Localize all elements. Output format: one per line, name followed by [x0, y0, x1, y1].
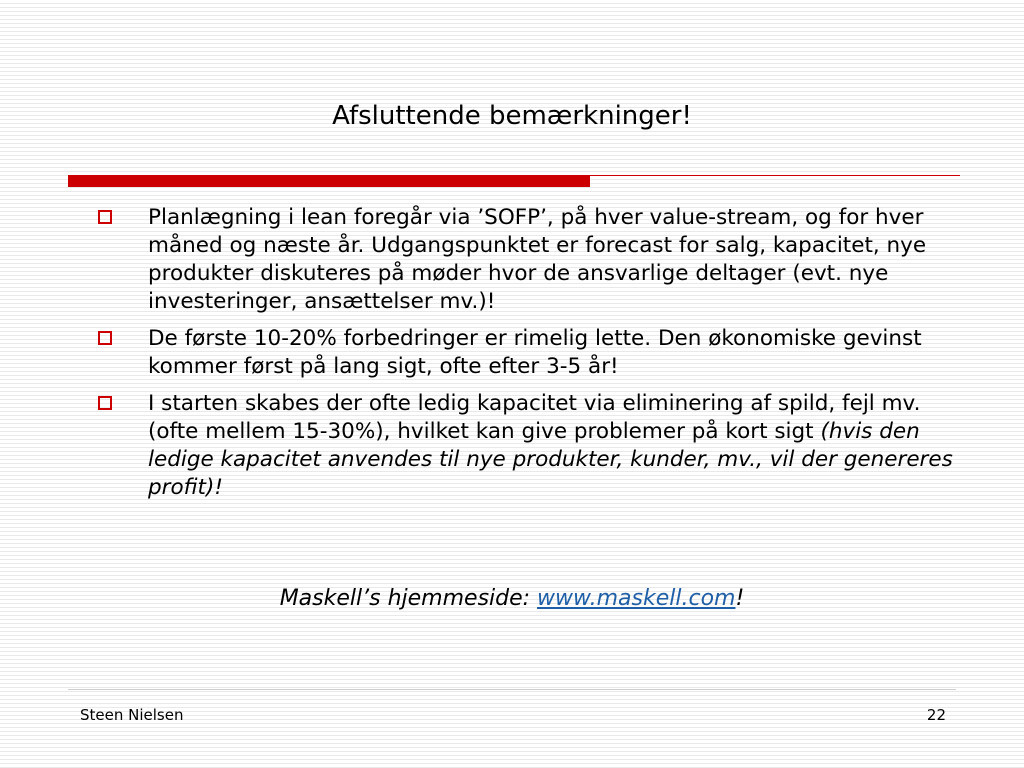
slide-title: Afsluttende bemærkninger! [332, 101, 692, 131]
bullet-text-italic: (hvis den ledige kapacitet anvendes til nye produkter, kunder, mv., vil der genereres profit)! [148, 419, 953, 500]
bullet-text: Planlægning i lean foregår via ’SOFP’, på hver value-stream, og for hver måned og næste år. Udgangspunktet er forecast for salg, kapacitet, nye produkter diskuteres på møder hvor de ansvarlige deltager (evt. nye investeringer, ansættelser mv.)! [148, 205, 927, 314]
bullet-list [96, 204, 976, 511]
website-link[interactable]: www.maskell.com [537, 586, 736, 611]
website-line [0, 584, 1024, 614]
square-bullet-icon [98, 210, 112, 224]
bullet-item [96, 325, 976, 381]
footer-author: Steen Nielsen [80, 706, 184, 724]
page-number: 22 [926, 706, 946, 724]
footer-divider [68, 689, 956, 690]
bullet-item [96, 390, 976, 502]
bullet-text [148, 391, 953, 500]
square-bullet-icon [98, 331, 112, 345]
title-divider-thick [68, 175, 590, 187]
title-divider-thin [590, 175, 960, 176]
bullet-text: De første 10-20% forbedringer er rimelig lette. Den økonomiske gevinst kommer først på lang sigt, ofte efter 3-5 år! [148, 326, 922, 379]
square-bullet-icon [98, 396, 112, 410]
website-suffix: ! [735, 586, 745, 611]
website-prefix: Maskell’s hjemmeside: [279, 586, 538, 611]
bullet-text-plain: I starten skabes der ofte ledig kapacitet via eliminering af spild, fejl mv. (ofte mellem 15-30%), hvilket kan give problemer på kort sigt [148, 391, 921, 444]
bullet-item [96, 204, 976, 316]
